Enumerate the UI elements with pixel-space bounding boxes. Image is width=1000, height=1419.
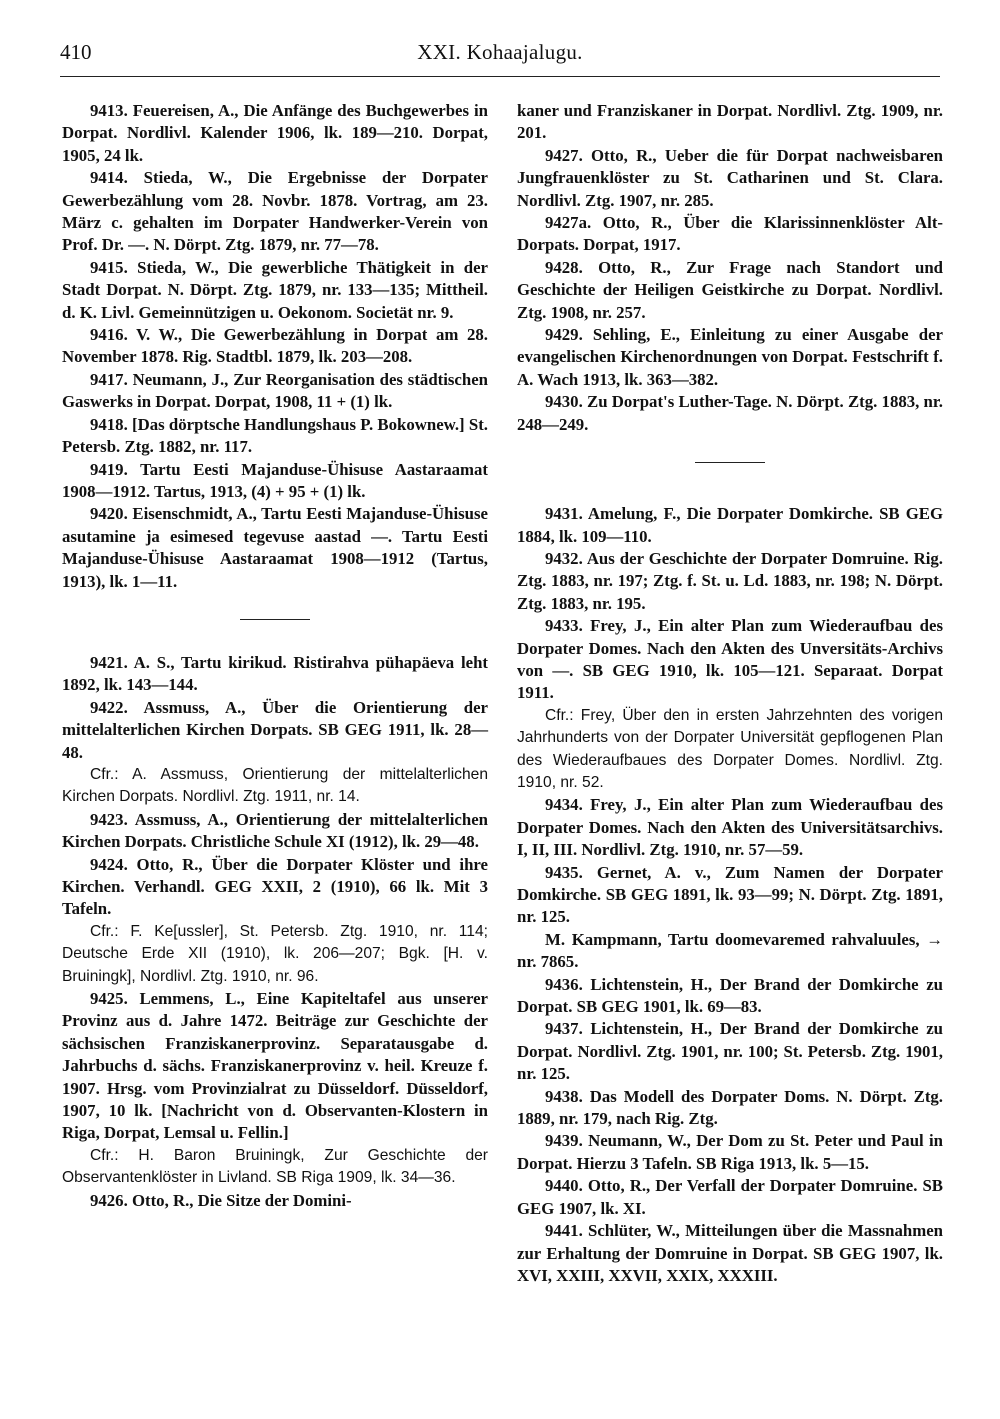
right-entries-group-2	[517, 503, 943, 1287]
bibliography-entry: 9439. Neumann, W., Der Dom zu St. Peter und Paul in Dorpat. Hierzu 3 Tafeln. SB Riga 1913, lk. 5—15.	[517, 1131, 943, 1173]
bibliography-entry: 9425. Lemmens, L., Eine Kapiteltafel aus unserer Provinz aus d. Jahre 1472. Beiträge zur Geschichte der sächsischen Franziskanerprovinz. Separatausgabe d. Jahrbuchs d. sächs. Franziskanerprovinz v. heil. Kreuze f. 1907. Hrsg. vom Provinzialrat zu Düsseldorf. Düsseldorf, 1907, 10 lk. [Nachricht von d. Observanten-Klostern in Riga, Dorpat, Lemsal u. Fellin.]	[62, 989, 488, 1143]
bibliography-entry: 9416. V. W., Die Gewerbezählung in Dorpat am 28. November 1878. Rig. Stadtbl. 1879, lk. 203—208.	[62, 325, 488, 367]
bibliography-entry: 9421. A. S., Tartu kirikud. Ristirahva pühapäeva leht 1892, lk. 143—144.	[62, 652, 488, 695]
bibliography-entry: kaner und Franziskaner in Dorpat. Nordlivl. Ztg. 1909, nr. 201.	[517, 101, 943, 143]
bibliography-entry: 9415. Stieda, W., Die gewerbliche Thätigkeit in der Stadt Dorpat. N. Dörpt. Ztg. 1879, nr. 133—135; Mittheil. d. K. Livl. Gemeinnützigen u. Oekonom. Societät nr. 9.	[62, 257, 488, 322]
bibliography-entry: 9429. Sehling, E., Einleitung zu einer Ausgabe der evangelischen Kirchenordnungen von Dorpat. Festschrift f. A. Wach 1913, lk. 363—382.	[517, 325, 943, 389]
bibliography-entry: 9413. Feuereisen, A., Die Anfänge des Buchgewerbes in Dorpat. Nordlivl. Kalender 1906, lk. 189—210. Dorpat, 1905, 24 lk.	[62, 101, 488, 165]
page-number: 410	[60, 40, 92, 64]
bibliography-entry: 9433. Frey, J., Ein alter Plan zum Wiederaufbau des Dorpater Domes. Nach den Akten des Unversitäts-Archivs von —. SB GEG 1910, lk. 105—121. Separaat. Dorpat 1911.	[517, 616, 943, 703]
bibliography-entry: 9434. Frey, J., Ein alter Plan zum Wiederaufbau des Dorpater Domes. Nach den Akten des Universitätsarchivs. I, II, III. Nordlivl. Ztg. 1910, nr. 57—59.	[517, 795, 943, 860]
bibliography-entry: 9430. Zu Dorpat's Luther-Tage. N. Dörpt. Ztg. 1883, nr. 248—249.	[517, 392, 943, 434]
right-column	[517, 100, 943, 1287]
bibliography-entry: 9418. [Das dörptsche Handlungshaus P. Bokownew.] St. Petersb. Ztg. 1882, nr. 117.	[62, 414, 488, 457]
citation-note: Cfr.: Frey, Über den in ersten Jahrzehnten des vorigen Jahrhunderts von der Dorpater Universität gepflogenen Plan des Wiederaufbaues des Dorpater Domes. Nordlivl. Ztg. 1910, nr. 52.	[517, 706, 943, 791]
bibliography-entry: 9427. Otto, R., Ueber die für Dorpat nachweisbaren Jungfrauenklöster zu St. Catharinen und St. Clara. Nordlivl. Ztg. 1907, nr. 285.	[517, 145, 943, 210]
bibliography-entry: 9440. Otto, R., Der Verfall der Dorpater Domruine. SB GEG 1907, lk. XI.	[517, 1176, 943, 1218]
bibliography-entry: 9423. Assmuss, A., Orientierung der mittelalterlichen Kirchen Dorpats. Christliche Schule XI (1912), lk. 29—48.	[62, 809, 488, 852]
bibliography-entry: 9417. Neumann, J., Zur Reorganisation des städtischen Gaswerks in Dorpat. Dorpat, 1908, 11 + (1) lk.	[62, 369, 488, 412]
bibliography-entry: 9427a. Otto, R., Über die Klarissinnenklöster Alt-Dorpats. Dorpat, 1917.	[517, 213, 943, 255]
bibliography-entry: 9428. Otto, R., Zur Frage nach Standort und Geschichte der Heiligen Geistkirche zu Dorpat. Nordlivl. Ztg. 1908, nr. 257.	[517, 257, 943, 322]
bibliography-entry: 9431. Amelung, F., Die Dorpater Domkirche. SB GEG 1884, lk. 109—110.	[517, 504, 943, 546]
citation-note: Cfr.: H. Baron Bruiningk, Zur Geschichte der Observantenklöster in Livland. SB Riga 1909, lk. 34—36.	[62, 1146, 488, 1187]
left-entries-group-1	[62, 100, 488, 593]
section-separator	[695, 462, 765, 463]
bibliography-entry: 9426. Otto, R., Die Sitze der Domini-	[90, 1190, 352, 1210]
bibliography-entry: M. Kampmann, Tartu doomevaremed rahvaluules, → nr. 7865.	[517, 929, 943, 972]
left-column	[62, 100, 488, 1212]
section-separator	[240, 619, 310, 620]
bibliography-entry: 9419. Tartu Eesti Majanduse-Ühisuse Aastaraamat 1908—1912. Tartus, 1913, (4) + 95 + (1) lk.	[62, 459, 488, 501]
page-header	[60, 40, 940, 72]
page-title: XXI. Kohaajalugu.	[417, 40, 583, 64]
right-entries-group-1	[517, 100, 943, 436]
bibliography-entry: 9424. Otto, R., Über die Dorpater Klöster und ihre Kirchen. Verhandl. GEG XXII, 2 (1910), 66 lk. Mit 3 Tafeln.	[62, 854, 488, 919]
bibliography-entry: 9414. Stieda, W., Die Ergebnisse der Dorpater Gewerbezählung vom 28. Novbr. 1878. Vortrag, am 23. März c. gehalten im Dorpater Handwerker-Verein von Prof. Dr. —. N. Dörpt. Ztg. 1879, nr. 77—78.	[62, 168, 488, 255]
bibliography-entry: 9437. Lichtenstein, H., Der Brand der Domkirche zu Dorpat. Nordlivl. Ztg. 1901, nr. 100; St. Petersb. Ztg. 1901, nr. 125.	[517, 1019, 943, 1084]
bibliography-entry: 9422. Assmuss, A., Über die Orientierung der mittelalterlichen Kirchen Dorpats. SB GEG 1911, lk. 28—48.	[62, 697, 488, 762]
bibliography-entry: 9441. Schlüter, W., Mitteilungen über die Massnahmen zur Erhaltung der Domruine in Dorpat. SB GEG 1907, lk. XVI, XXIII, XXVII, XXIX, XXXIII.	[517, 1221, 943, 1285]
bibliography-entry: 9435. Gernet, A. v., Zum Namen der Dorpater Domkirche. SB GEG 1891, lk. 93—99; N. Dörpt. Ztg. 1891, nr. 125.	[517, 862, 943, 927]
bibliography-entry: 9420. Eisenschmidt, A., Tartu Eesti Majanduse-Ühisuse asutamine ja esimesed tegevuse aastad —. Tartu Eesti Majanduse-Ühisuse Aastaraamat 1908—1912 (Tartus, 1913), lk. 1—11.	[62, 504, 488, 591]
bibliography-entry: 9438. Das Modell des Dorpater Doms. N. Dörpt. Ztg. 1889, nr. 179, nach Rig. Ztg.	[517, 1086, 943, 1129]
bibliography-entry: 9432. Aus der Geschichte der Dorpater Domruine. Rig. Ztg. 1883, nr. 197; Ztg. f. St. u. Ld. 1883, nr. 198; N. Dörpt. Ztg. 1883, nr. 195.	[517, 548, 943, 613]
citation-note: Cfr.: A. Assmuss, Orientierung der mittelalterlichen Kirchen Dorpats. Nordlivl. Ztg. 1911, nr. 14.	[62, 765, 488, 806]
header-rule	[60, 76, 940, 77]
bibliography-entry: 9436. Lichtenstein, H., Der Brand der Domkirche zu Dorpat. SB GEG 1901, lk. 69—83.	[517, 974, 943, 1017]
left-entries-group-2	[62, 652, 488, 1212]
citation-note: Cfr.: F. Ke[ussler], St. Petersb. Ztg. 1910, nr. 114; Deutsche Erde XII (1910), lk. 206—207; Bgk. [H. v. Bruiningk], Nordlivl. Ztg. 1910, nr. 96.	[62, 922, 488, 985]
